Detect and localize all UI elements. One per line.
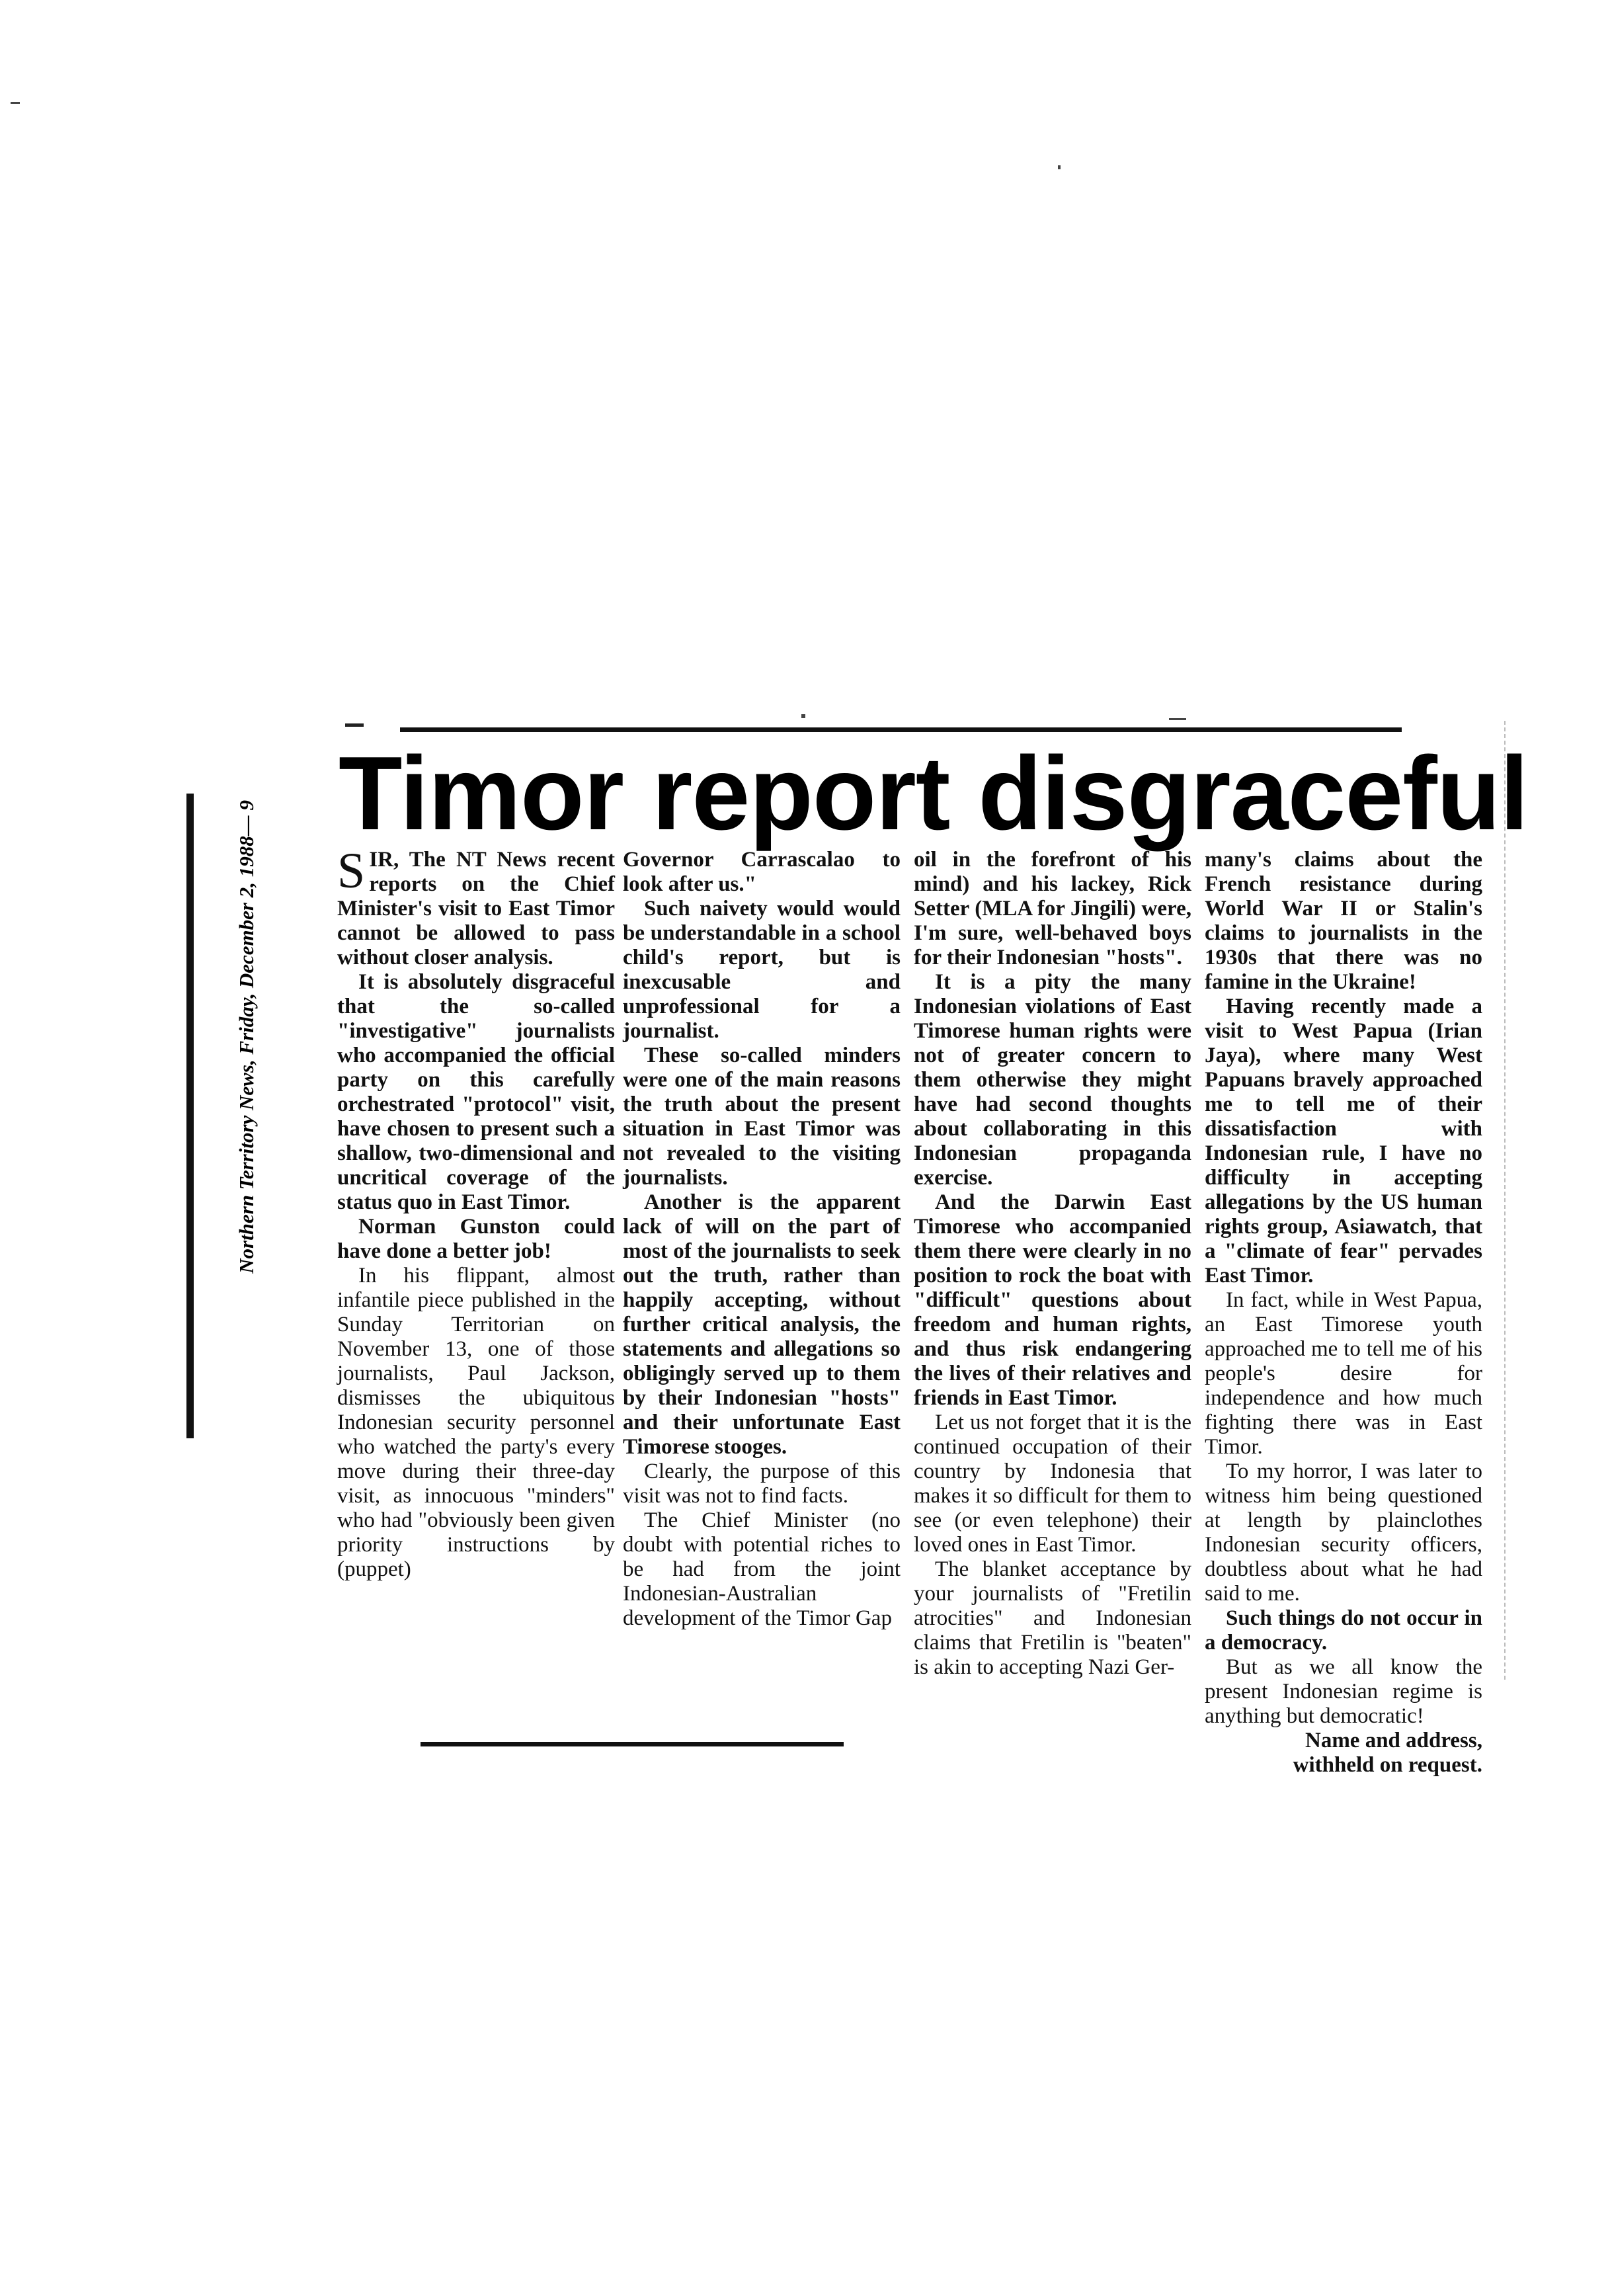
article-paragraph xyxy=(337,843,615,970)
article-column-2 xyxy=(623,848,901,1631)
scan-speck xyxy=(11,102,20,104)
article-paragraph: oil in the forefront of his mind) and his lackey, Rick Setter (MLA for Jingili) were, I'm sure, well-behaved boys for their Indonesian "hosts". xyxy=(914,848,1191,969)
article-paragraph: In his flippant, almost infantile piece published in the Sunday Territorian on November 13, one of those journalists, Paul Jackson, dismisses the ubiquitous Indonesian security personnel who watched the party's every move during their three-day visit, as innocuous "minders" who had "obviously been given priority instructions by (puppet) xyxy=(337,1264,615,1581)
signature-line: Name and address, withheld on request. xyxy=(1293,1729,1482,1777)
article-paragraph: Having recently made a visit to West Papua (Irian Jaya), where many West Papuans bravely approached me to tell me of their dissatisfaction with Indonesian rule, I have no difficulty in accepting allegations by the US human rights group, Asiawatch, that a "climate of fear" pervades East Timor. xyxy=(1205,995,1482,1288)
article-paragraph: These so-called minders were one of the main reasons the truth about the present situation in East Timor was not revealed to the visiting journalists. xyxy=(623,1044,901,1190)
bottom-rule xyxy=(421,1742,844,1746)
article-paragraph: The Chief Minister (no doubt with potential riches to be had from the joint Indonesian-Australian development of the Timor Gap xyxy=(623,1508,901,1630)
article-paragraph: And the Darwin East Timorese who accompanied them there were clearly in no position to rock the boat with "difficult" questions about freedom and human rights, and thus risk endangering the lives of their relatives and friends in East Timor. xyxy=(914,1190,1191,1410)
article-paragraph: Such naivety would would be understandable in a school child's report, but is inexcusable and unprofessional for a journalist. xyxy=(623,897,901,1043)
dateline-bar xyxy=(186,794,194,1438)
article-paragraph: Norman Gunston could have done a better job! xyxy=(337,1215,615,1263)
article-column-4 xyxy=(1205,848,1482,1778)
scan-edge-line xyxy=(1504,721,1506,1680)
article-paragraph: Clearly, the purpose of this visit was not to find facts. xyxy=(623,1459,901,1508)
article-paragraph: Governor Carrascalao to look after us." xyxy=(623,848,901,896)
article-paragraph: many's claims about the French resistance during World War II or Stalin's claims to journalists in the 1930s that there was no famine in the Ukraine! xyxy=(1205,848,1482,994)
article-column-3 xyxy=(914,848,1191,1680)
article-paragraph: Such things do not occur in a democracy. xyxy=(1205,1606,1482,1655)
article-paragraph: It is absolutely disgraceful that the so-called "investigative" journalists who accompanied the official party on this carefully orchestrated "protocol" visit, have chosen to present such a shallow, two-dimensional and uncritical coverage of the status quo in East Timor. xyxy=(337,970,615,1214)
scan-speck xyxy=(801,714,805,718)
article-paragraph: The blanket acceptance by your journalists of "Fretilin atrocities" and Indonesian claims that Fretilin is "beaten" is akin to accepting Nazi Ger- xyxy=(914,1557,1191,1679)
dateline: Northern Territory News, Friday, December 2, 1988— 9 xyxy=(235,800,258,1274)
article-paragraph: But as we all know the present Indonesian regime is anything but democratic! xyxy=(1205,1655,1482,1728)
article-paragraph: In fact, while in West Papua, an East Timorese youth approached me to tell me of his people's desire for independence and how much fighting there was in East Timor. xyxy=(1205,1288,1482,1459)
article-paragraph: It is a pity the many Indonesian violations of East Timorese human rights were not of greater concern to them otherwise they might have had second thoughts about collaborating in this Indonesian propaganda exercise. xyxy=(914,970,1191,1190)
top-rule xyxy=(400,727,1402,732)
headline: Timor report disgraceful xyxy=(339,735,1529,852)
article-paragraph: Let us not forget that it is the continued occupation of their country by Indonesia that makes it so difficult for them to see (or even telephone) their loved ones in East Timor. xyxy=(914,1411,1191,1557)
article-column-1 xyxy=(337,843,615,1582)
top-rule-tick xyxy=(345,723,364,727)
article-paragraph: Another is the apparent lack of will on the part of most of the journalists to seek out the truth, rather than happily accepting, without further critical analysis, the statements and allegations so obligingly served up to them by their Indonesian "hosts" and their unfortunate East Timorese stooges. xyxy=(623,1190,901,1459)
article-paragraph: To my horror, I was later to witness him being questioned at length by plainclothes Indonesian security officers, doubtless about what he had said to me. xyxy=(1205,1459,1482,1606)
drop-cap: S xyxy=(337,843,366,899)
scan-speck xyxy=(1169,718,1186,720)
scan-speck xyxy=(1058,165,1061,169)
paragraph-text: IR, The NT News recent reports on the Chief Minister's visit to East Timor cannot be allowed to pass without closer analysis. xyxy=(337,848,615,969)
